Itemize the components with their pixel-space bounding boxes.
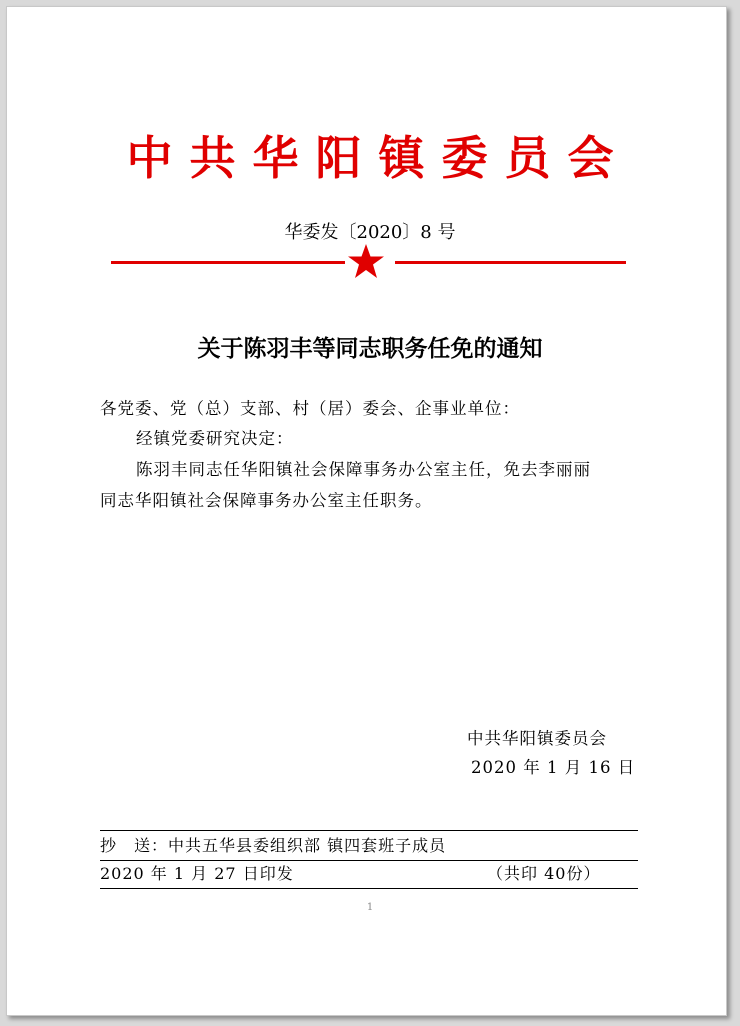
issue-date: 2020 年 1 月 27 日印发 (100, 864, 294, 883)
footer-rule-middle (100, 860, 638, 861)
salutation: 各党委、党（总）支部、村（居）委会、企事业单位： (100, 399, 520, 418)
cc-line (100, 834, 446, 858)
paragraph-appointment-line1: 陈羽丰同志任华阳镇社会保障事务办公室主任，免去李丽丽 (136, 460, 591, 479)
document-number: 华委发〔2020〕8 号 (284, 222, 456, 243)
cc-recipients: 中共五华县委组织部 镇四套班子成员 (168, 836, 447, 855)
red-rule-left (111, 261, 345, 264)
org-header-title: 中共华阳镇委员会 (126, 131, 631, 185)
footer-rule-bottom (100, 888, 638, 889)
page-number: 1 (366, 902, 374, 913)
paragraph-decision: 经镇党委研究决定： (136, 429, 294, 448)
footer-rule-top (100, 830, 638, 831)
cc-label: 抄 送： (100, 836, 169, 855)
red-rule-right (395, 261, 626, 264)
print-copies: （共印 40份） (487, 864, 601, 883)
notice-title: 关于陈羽丰等同志职务任免的通知 (197, 335, 543, 362)
paragraph-appointment-line2: 同志华阳镇社会保障事务办公室主任职务。 (100, 491, 433, 510)
star-icon (347, 243, 385, 279)
signature-date: 2020 年 1 月 16 日 (471, 758, 636, 777)
signature-org: 中共华阳镇委员会 (467, 729, 607, 748)
